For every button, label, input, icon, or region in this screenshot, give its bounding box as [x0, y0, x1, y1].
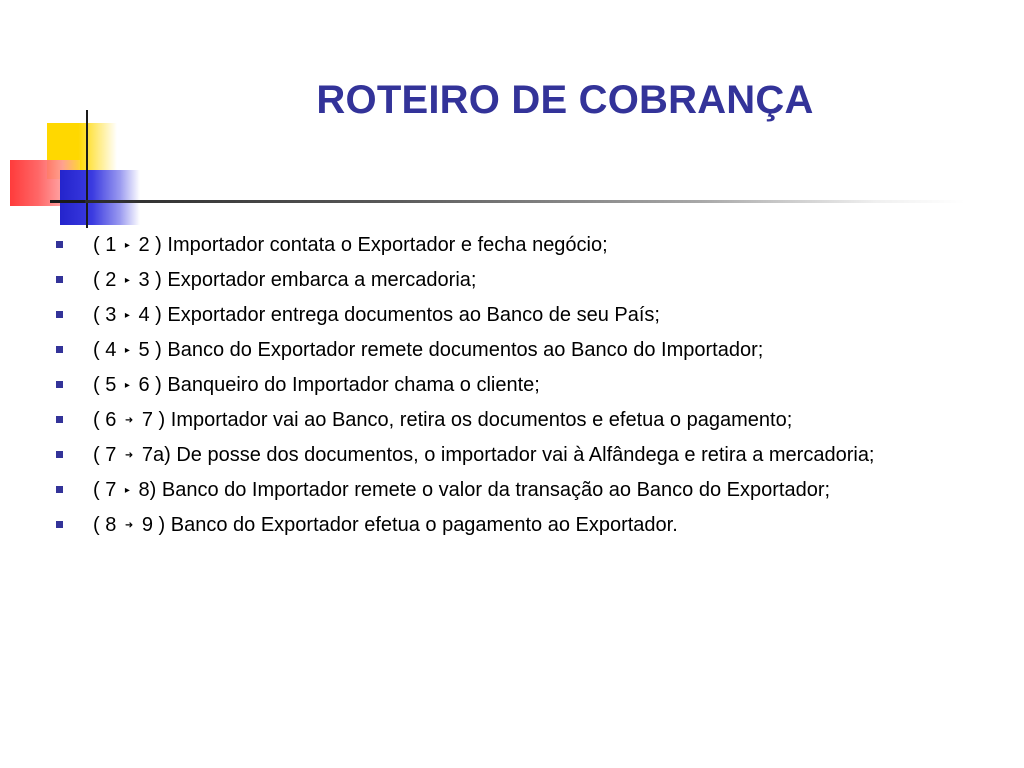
step-text: Banco do Exportador efetua o pagamento ao Exportador.: [170, 514, 678, 536]
step-from: ( 7: [93, 444, 117, 466]
arrow-right-icon: ➜: [124, 449, 134, 461]
list-item: [56, 373, 993, 397]
arrow-right-icon: ▸: [124, 274, 130, 286]
square-bullet-icon: [56, 416, 63, 423]
slide-title: ROTEIRO DE COBRANÇA: [316, 78, 814, 122]
square-bullet-icon: [56, 521, 63, 528]
step-to: 8): [138, 479, 157, 501]
step-from: ( 4: [93, 339, 117, 361]
arrow-right-icon: ➜: [124, 414, 134, 426]
step-text: Banco do Exportador remete documentos ao Banco do Importador;: [167, 339, 764, 361]
square-bullet-icon: [56, 276, 63, 283]
step-from: ( 3: [93, 304, 117, 326]
step-text: Banco do Importador remete o valor da transação ao Banco do Exportador;: [161, 479, 831, 501]
list-item: [56, 513, 993, 537]
square-bullet-icon: [56, 346, 63, 353]
step-to: 5 ): [138, 339, 162, 361]
step-from: ( 7: [93, 479, 117, 501]
step-to: 4 ): [138, 304, 162, 326]
logo-vertical-line: [86, 110, 88, 228]
step-to: 2 ): [138, 234, 162, 256]
step-text: Banqueiro do Importador chama o cliente;: [167, 374, 540, 396]
list-item: [56, 408, 993, 432]
decorative-logo: [0, 100, 150, 230]
arrow-right-icon: ▸: [124, 484, 130, 496]
step-to: 9 ): [141, 514, 166, 536]
step-from: ( 1: [93, 234, 117, 256]
title-divider: [85, 200, 965, 203]
step-from: ( 2: [93, 269, 117, 291]
step-text: Exportador embarca a mercadoria;: [167, 269, 477, 291]
square-bullet-icon: [56, 451, 63, 458]
step-to: 3 ): [138, 269, 162, 291]
step-from: ( 5: [93, 374, 117, 396]
square-bullet-icon: [56, 241, 63, 248]
list-item: [56, 338, 993, 362]
arrow-right-icon: ▸: [124, 379, 130, 391]
arrow-right-icon: ➜: [124, 519, 134, 531]
square-bullet-icon: [56, 486, 63, 493]
step-to: 7a): [141, 444, 171, 466]
list-item: [56, 268, 993, 292]
step-from: ( 8: [93, 514, 117, 536]
step-to: 7 ): [141, 409, 166, 431]
step-text: Importador contata o Exportador e fecha negócio;: [167, 234, 608, 256]
arrow-right-icon: ▸: [124, 344, 130, 356]
list-item: [56, 478, 993, 502]
step-text: De posse dos documentos, o importador vai à Alfândega e retira a mercadoria;: [176, 444, 875, 466]
step-from: ( 6: [93, 409, 117, 431]
arrow-right-icon: ▸: [124, 239, 130, 251]
step-text: Exportador entrega documentos ao Banco de seu País;: [167, 304, 660, 326]
list-item: [56, 303, 993, 327]
square-bullet-icon: [56, 311, 63, 318]
square-bullet-icon: [56, 381, 63, 388]
bullet-list: [56, 233, 993, 548]
list-item: [56, 233, 993, 257]
step-text: Importador vai ao Banco, retira os documentos e efetua o pagamento;: [170, 409, 793, 431]
arrow-right-icon: ▸: [124, 309, 130, 321]
list-item: [56, 443, 993, 467]
blue-square-shape: [60, 170, 140, 225]
step-to: 6 ): [138, 374, 162, 396]
